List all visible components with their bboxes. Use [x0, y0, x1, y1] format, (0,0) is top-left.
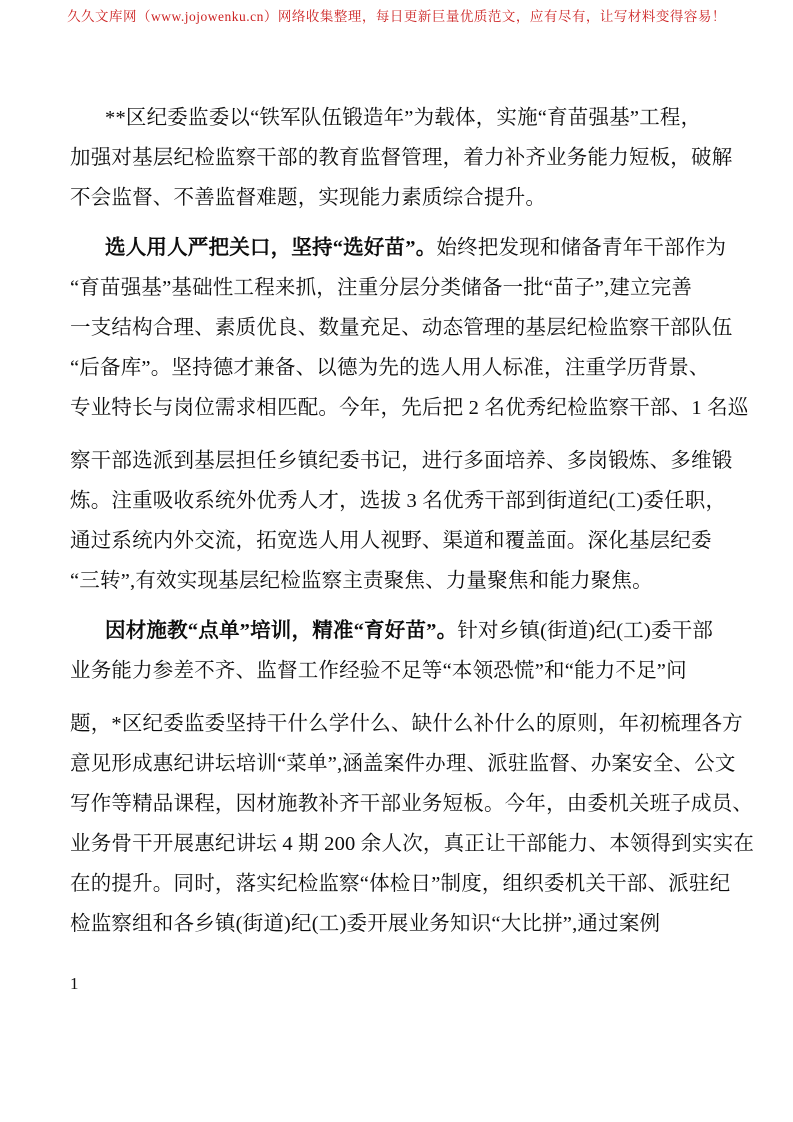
line-text: 专业特长与岗位需求相匹配。今年，先后把 2 名优秀纪检监察干部、1 名巡	[70, 397, 749, 419]
document-line	[70, 98, 734, 138]
line-text: 一支结构合理、素质优良、数量充足、动态管理的基层纪检监察干部队伍	[70, 317, 733, 339]
line-text: 炼。注重吸收系统外优秀人才，选拔 3 名优秀干部到街道纪(工)委任职，	[70, 490, 727, 512]
paragraph	[70, 98, 734, 218]
document-line	[70, 651, 734, 691]
line-text: 针对乡镇(街道)纪(工)委干部	[457, 620, 714, 642]
line-text: 通过系统内外交流，拓宽选人用人视野、渠道和覆盖面。深化基层纪委	[70, 530, 712, 552]
paragraph-lead-bold: 因材施教“点单”培训，精准“育好苗”。	[105, 620, 458, 642]
document-line	[70, 268, 734, 308]
document-line	[70, 864, 734, 904]
document-line	[70, 784, 754, 824]
document-line	[70, 611, 734, 651]
line-text: “育苗强基”基础性工程来抓，注重分层分类储备一批“苗子”,建立完善	[70, 277, 693, 299]
document-line	[70, 388, 749, 428]
line-text: 检监察组和各乡镇(街道)纪(工)委开展业务知识“大比拼”,通过案例	[70, 913, 661, 935]
page-number: 1	[70, 974, 79, 993]
document-line	[70, 348, 734, 388]
line-text: 题，*区纪委监委坚持干什么学什么、缺什么补什么的原则，年初梳理各方	[70, 713, 743, 735]
document-line	[70, 561, 734, 601]
paragraph	[70, 611, 755, 944]
document-line	[70, 308, 734, 348]
site-notice: 久久文库网（www.jojowenku.cn）网络收集整理，每日更新巨量优质范文，应有尽有，让写材料变得容易！	[67, 9, 726, 24]
document-line	[70, 744, 734, 784]
line-text: “后备库”。坚持德才兼备、以德为先的选人用人标准，注重学历背景、	[70, 357, 710, 379]
document-line	[70, 441, 734, 481]
line-text: 在的提升。同时，落实纪检监察“体检日”制度，组织委机关干部、派驻纪	[70, 873, 731, 895]
line-text: 业务骨干开展惠纪讲坛 4 期 200 余人次，真正让干部能力、本领得到实实在	[70, 833, 755, 855]
document-line	[70, 521, 734, 561]
paragraph	[70, 228, 749, 601]
document-line	[70, 704, 743, 744]
document-line	[70, 178, 734, 218]
line-text: 意见形成惠纪讲坛培训“菜单”,涵盖案件办理、派驻监督、办案安全、公文	[70, 753, 736, 775]
line-text: 不会监督、不善监督难题，实现能力素质综合提升。	[70, 187, 547, 209]
line-text: 业务能力参差不齐、监督工作经验不足等“本领恐慌”和“能力不足”问	[70, 660, 687, 682]
document-line	[70, 138, 734, 178]
document-line	[70, 481, 734, 521]
line-text: 加强对基层纪检监察干部的教育监督管理，着力补齐业务能力短板，破解	[70, 147, 733, 169]
line-text: **区纪委监委以“铁军队伍锻造年”为载体，实施“育苗强基”工程，	[105, 107, 702, 129]
line-text: 始终把发现和储备青年干部作为	[436, 237, 727, 259]
document-line	[70, 228, 734, 268]
document-line	[70, 904, 734, 944]
line-text: “三转”,有效实现基层纪检监察主责聚焦、力量聚焦和能力聚焦。	[70, 570, 653, 592]
line-text: 写作等精品课程，因材施教补齐干部业务短板。今年，由委机关班子成员、	[70, 793, 754, 815]
document-body	[70, 98, 755, 944]
line-text: 察干部选派到基层担任乡镇纪委书记，进行多面培养、多岗锻炼、多维锻	[70, 450, 733, 472]
paragraph-lead-bold: 选人用人严把关口，坚持“选好苗”。	[105, 237, 437, 259]
document-line	[70, 824, 755, 864]
